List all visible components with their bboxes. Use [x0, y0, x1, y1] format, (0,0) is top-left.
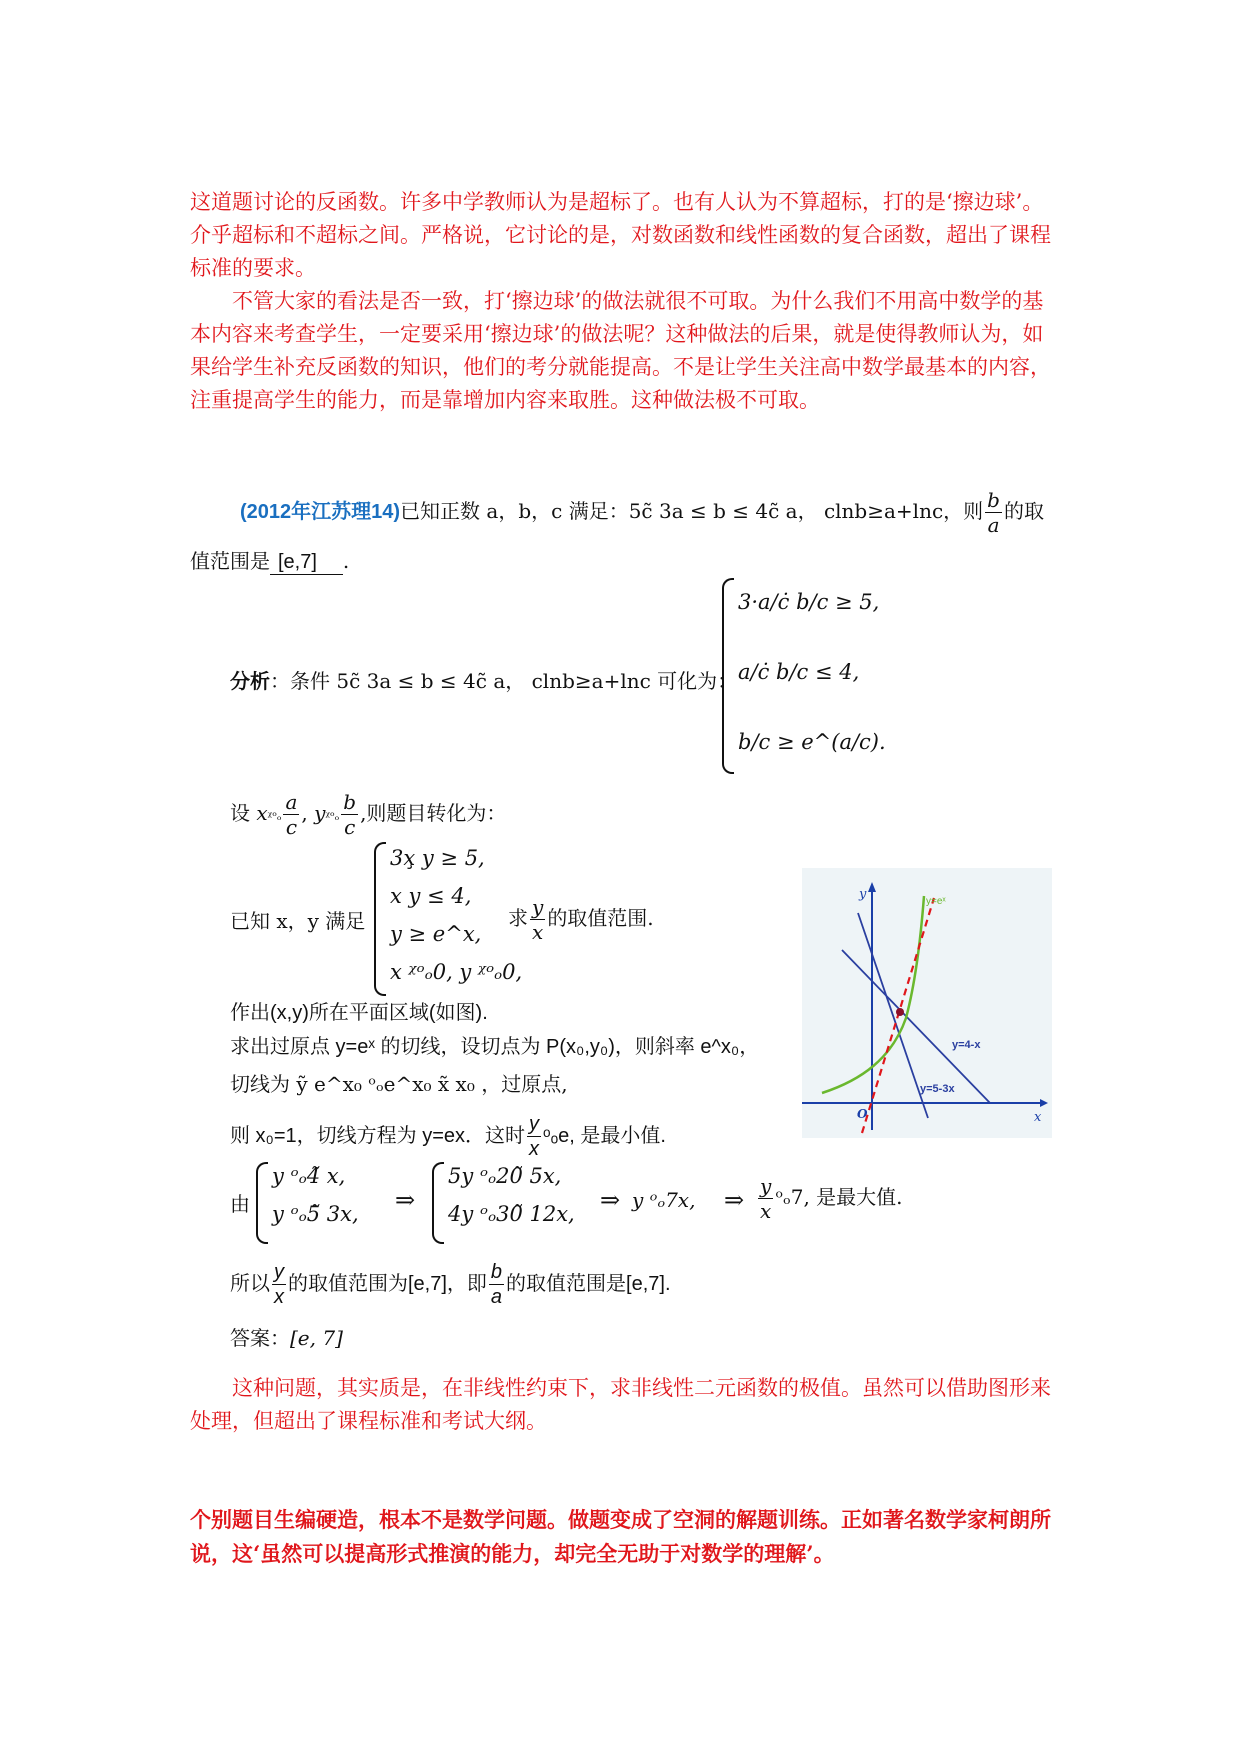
- intro-paragraph: 这道题讨论的反函数。许多中学教师认为是超标了。也有人认为不算超标，打的是‘擦边球’。介乎超标和不超标之间。严格说，它讨论的是，对数函数和线性函数的复合函数，超出了课程标准的要求。: [190, 190, 1051, 280]
- x-axis-label: x: [1034, 1110, 1042, 1125]
- step-max-by: 由: [230, 1192, 250, 1216]
- comment-paragraph: 这种问题，其实质是，在非线性约束下，求非线性二元函数的极值。虽然可以借助图形来处理，但超出了课程标准和考试大纲。: [190, 1376, 1051, 1433]
- frac-range-yx: $\frac{y}{x}$: [274, 1261, 284, 1308]
- arrow-3: ⇒: [724, 1186, 745, 1214]
- critique-paragraph: 不管大家的看法是否一致，打‘擦边球’的做法就很不可取。为什么我们不用高中数学的基本内容来考查学生，一定要采用‘擦边球’的做法呢？这种做法的后果，就是使得教师认为，如果给学生补充反函数的知识，他们的考分就能提高。不是让学生关注高中数学最基本的内容，注重提高学生的能力，而是靠增加内容来取胜。这种做法极不可取。: [190, 289, 1051, 412]
- line2-label: y=5-3x: [920, 1083, 955, 1095]
- problem-tail: 的取: [1003, 499, 1044, 523]
- max-sys2-row1: 5y ᵒₒ20̃ 5x,: [448, 1164, 562, 1188]
- answer-line: [230, 1322, 343, 1351]
- analysis-line: [230, 665, 737, 694]
- max-brace-2: [432, 1162, 444, 1244]
- step-tangent: 求出过原点 y=eˣ 的切线，设切点为 P(x₀,y₀)，则斜率 e^x₀，: [230, 1036, 760, 1058]
- analysis-brace: [722, 578, 734, 774]
- step-tangent-line: 切线为 ỹ e^x₀ ᵒₒe^x₀ x̃ x₀ ，过原点,: [230, 1072, 568, 1096]
- analysis-row-2: a/ċ b/c ≤ 4,: [738, 660, 860, 684]
- step-minimum: 则 x₀=1，切线方程为 y=ex．这时 $\frac{y}{x}$ ᵒₒe, 是最小值.: [230, 1113, 666, 1160]
- frac-range-ba: $\frac{b}{a}$: [490, 1261, 503, 1308]
- problem-statement: [240, 488, 1044, 537]
- answer-blank: [e,7]: [270, 551, 343, 575]
- final-statement: 个别题目生编硬造，根本不是数学问题。做题变成了空洞的解题训练。正如著名数学家柯朗所说，这‘虽然可以提高形式推演的能力，却完全无助于对数学的理解’。: [190, 1507, 1051, 1566]
- frac-min: $\frac{y}{x}$: [529, 1113, 540, 1160]
- max-sys1-row2: y ᵒₒ5̃ 3x,: [272, 1202, 359, 1226]
- y-axis-label: y: [859, 887, 867, 902]
- step-range: 所以 $\frac{y}{x}$ 的取值范围为[e,7]，即 $\frac{b}{a}$ 的取值范围是[e,7].: [230, 1261, 671, 1308]
- max-result: $\frac{y}{x}$ ᵒₒ7, 是最大值.: [760, 1174, 903, 1223]
- constraints-brace: [374, 842, 386, 996]
- constraint-row-4: x ᵡᵒₒ0, y ᵡᵒₒ0,: [390, 960, 523, 984]
- max-sys2-row2: 4y ᵒₒ30̃ 12x,: [448, 1202, 575, 1226]
- max-mid: y ᵒₒ7x,: [632, 1188, 696, 1212]
- constraint-row-1: 3x̧ y ≥ 5,: [390, 846, 485, 870]
- graph-background: [802, 868, 1052, 1138]
- ratio-b-over-a: $\frac{b}{a}$: [987, 488, 1000, 537]
- analysis-row-3: b/c ≥ e^(a/c).: [738, 730, 886, 754]
- tangent-point: [896, 1008, 904, 1016]
- constraints-ask: 求 $\frac{y}{x}$ 的取值范围.: [508, 895, 654, 944]
- frac-a-over-c: $\frac{a}{c}$: [285, 790, 298, 839]
- step-region: 作出(x,y)所在平面区域(如图).: [230, 1002, 488, 1024]
- constraint-row-2: x y ≤ 4,: [390, 884, 472, 908]
- region-graph: [802, 868, 1052, 1138]
- analysis-label: 分析: [230, 669, 270, 693]
- frac-b-over-c: $\frac{b}{c}$: [343, 790, 357, 839]
- arrow-1: ⇒: [395, 1186, 416, 1214]
- problem-source: (2012年江苏理14): [240, 501, 401, 523]
- answer-label: 答案：: [230, 1326, 290, 1350]
- line1-label: y=4-x: [952, 1039, 981, 1051]
- constraints-prefix: 已知 x，y 满足: [230, 909, 366, 933]
- frac-y-over-x: $\frac{y}{x}$: [532, 895, 544, 944]
- frac-max: $\frac{y}{x}$: [760, 1174, 772, 1223]
- max-sys1-row1: y ᵒₒ4̃ x,: [272, 1164, 346, 1188]
- substitution-line: 设 xᵡᵒₒ $\frac{a}{c}$ , yᵡᵒₒ $\frac{b}{c}$ ,则题目转化为：: [230, 790, 507, 839]
- analysis-text: ：条件 5c̃ 3a ≤ b ≤ 4c̃ a， clnb≥a+lnc 可化为：: [270, 669, 738, 693]
- answer-value: [e, 7]: [290, 1326, 343, 1350]
- problem-text: 已知正数 a，b，c 满足：5c̃ 3a ≤ b ≤ 4c̃ a， clnb≥a+lnc，则: [400, 499, 984, 523]
- problem-line2: 值范围是 [e,7] .: [190, 549, 350, 573]
- analysis-row-1: 3·a/ċ b/c ≥ 5,: [738, 590, 880, 614]
- max-brace-1: [256, 1162, 268, 1244]
- curve-label: y=eˣ: [926, 896, 946, 907]
- arrow-2: ⇒: [600, 1186, 621, 1214]
- constraint-row-3: y ≥ e^x,: [390, 922, 482, 946]
- origin-label: O: [857, 1107, 868, 1121]
